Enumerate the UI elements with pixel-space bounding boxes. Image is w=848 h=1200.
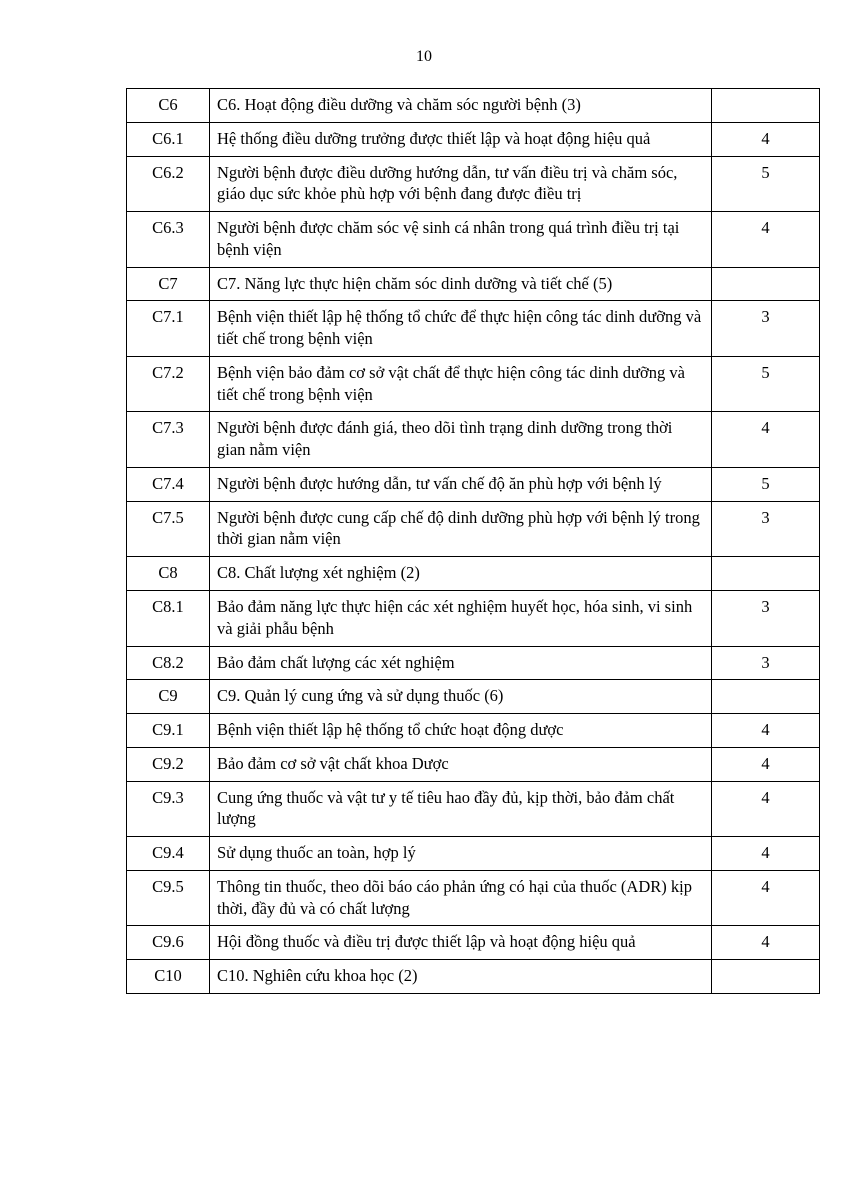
criteria-score: 3 [712, 646, 820, 680]
criteria-table-container [126, 88, 776, 994]
criteria-description: C6. Hoạt động điều dưỡng và chăm sóc người bệnh (3) [210, 89, 712, 123]
table-row [127, 714, 820, 748]
criteria-score: 5 [712, 356, 820, 412]
criteria-code: C7.1 [127, 301, 210, 357]
table-row [127, 591, 820, 647]
table-row [127, 356, 820, 412]
criteria-description: Sử dụng thuốc an toàn, hợp lý [210, 837, 712, 871]
criteria-code: C7 [127, 267, 210, 301]
criteria-code: C9.6 [127, 926, 210, 960]
table-row [127, 557, 820, 591]
criteria-description: Bệnh viện thiết lập hệ thống tổ chức để thực hiện công tác dinh dưỡng và tiết chế trong bệnh viện [210, 301, 712, 357]
criteria-score [712, 557, 820, 591]
criteria-code: C9.5 [127, 870, 210, 926]
criteria-score: 4 [712, 870, 820, 926]
table-row [127, 646, 820, 680]
criteria-description: Người bệnh được điều dưỡng hướng dẫn, tư vấn điều trị và chăm sóc, giáo dục sức khỏe phù hợp với bệnh đang được điều trị [210, 156, 712, 212]
criteria-score: 5 [712, 467, 820, 501]
criteria-code: C7.3 [127, 412, 210, 468]
criteria-score: 4 [712, 122, 820, 156]
criteria-code: C9.3 [127, 781, 210, 837]
table-row [127, 301, 820, 357]
criteria-score: 4 [712, 781, 820, 837]
criteria-code: C10 [127, 960, 210, 994]
criteria-description: Thông tin thuốc, theo dõi báo cáo phản ứng có hại của thuốc (ADR) kịp thời, đầy đủ và có chất lượng [210, 870, 712, 926]
criteria-score: 3 [712, 501, 820, 557]
criteria-code: C7.4 [127, 467, 210, 501]
table-row [127, 89, 820, 123]
table-row [127, 837, 820, 871]
criteria-score [712, 960, 820, 994]
criteria-code: C8 [127, 557, 210, 591]
criteria-score: 3 [712, 591, 820, 647]
criteria-code: C6.2 [127, 156, 210, 212]
criteria-description: Bệnh viện bảo đảm cơ sở vật chất để thực hiện công tác dinh dưỡng và tiết chế trong bệnh viện [210, 356, 712, 412]
criteria-description: Người bệnh được hướng dẫn, tư vấn chế độ ăn phù hợp với bệnh lý [210, 467, 712, 501]
table-row [127, 412, 820, 468]
criteria-description: Bảo đảm chất lượng các xét nghiệm [210, 646, 712, 680]
criteria-description: C9. Quản lý cung ứng và sử dụng thuốc (6) [210, 680, 712, 714]
criteria-code: C8.2 [127, 646, 210, 680]
criteria-score: 4 [712, 926, 820, 960]
table-row [127, 501, 820, 557]
criteria-description: Hội đồng thuốc và điều trị được thiết lập và hoạt động hiệu quả [210, 926, 712, 960]
criteria-description: Cung ứng thuốc và vật tư y tế tiêu hao đầy đủ, kịp thời, bảo đảm chất lượng [210, 781, 712, 837]
table-row [127, 212, 820, 268]
table-row [127, 747, 820, 781]
criteria-score [712, 680, 820, 714]
criteria-table-body [127, 89, 820, 994]
criteria-code: C6.3 [127, 212, 210, 268]
page-number: 10 [416, 48, 432, 65]
criteria-score: 4 [712, 412, 820, 468]
criteria-code: C6 [127, 89, 210, 123]
criteria-code: C8.1 [127, 591, 210, 647]
criteria-score [712, 267, 820, 301]
criteria-score: 4 [712, 837, 820, 871]
table-row [127, 122, 820, 156]
criteria-score: 3 [712, 301, 820, 357]
table-row [127, 680, 820, 714]
criteria-description: C8. Chất lượng xét nghiệm (2) [210, 557, 712, 591]
criteria-code: C7.5 [127, 501, 210, 557]
table-row [127, 467, 820, 501]
criteria-table [126, 88, 820, 994]
criteria-code: C9 [127, 680, 210, 714]
table-row [127, 781, 820, 837]
criteria-code: C6.1 [127, 122, 210, 156]
criteria-score: 4 [712, 714, 820, 748]
table-row [127, 926, 820, 960]
criteria-description: C10. Nghiên cứu khoa học (2) [210, 960, 712, 994]
criteria-code: C9.2 [127, 747, 210, 781]
criteria-code: C9.1 [127, 714, 210, 748]
criteria-score: 4 [712, 212, 820, 268]
criteria-description: Bảo đảm cơ sở vật chất khoa Dược [210, 747, 712, 781]
criteria-description: Người bệnh được đánh giá, theo dõi tình trạng dinh dưỡng trong thời gian nằm viện [210, 412, 712, 468]
table-row [127, 870, 820, 926]
criteria-description: Người bệnh được chăm sóc vệ sinh cá nhân trong quá trình điều trị tại bệnh viện [210, 212, 712, 268]
criteria-description: Bệnh viện thiết lập hệ thống tổ chức hoạt động dược [210, 714, 712, 748]
table-row [127, 156, 820, 212]
criteria-code: C7.2 [127, 356, 210, 412]
criteria-score: 5 [712, 156, 820, 212]
criteria-description: Người bệnh được cung cấp chế độ dinh dưỡng phù hợp với bệnh lý trong thời gian nằm viện [210, 501, 712, 557]
criteria-description: Bảo đảm năng lực thực hiện các xét nghiệm huyết học, hóa sinh, vi sinh và giải phẫu bệnh [210, 591, 712, 647]
table-row [127, 267, 820, 301]
criteria-description: Hệ thống điều dưỡng trưởng được thiết lập và hoạt động hiệu quả [210, 122, 712, 156]
criteria-code: C9.4 [127, 837, 210, 871]
table-row [127, 960, 820, 994]
criteria-score [712, 89, 820, 123]
criteria-score: 4 [712, 747, 820, 781]
criteria-description: C7. Năng lực thực hiện chăm sóc dinh dưỡng và tiết chế (5) [210, 267, 712, 301]
